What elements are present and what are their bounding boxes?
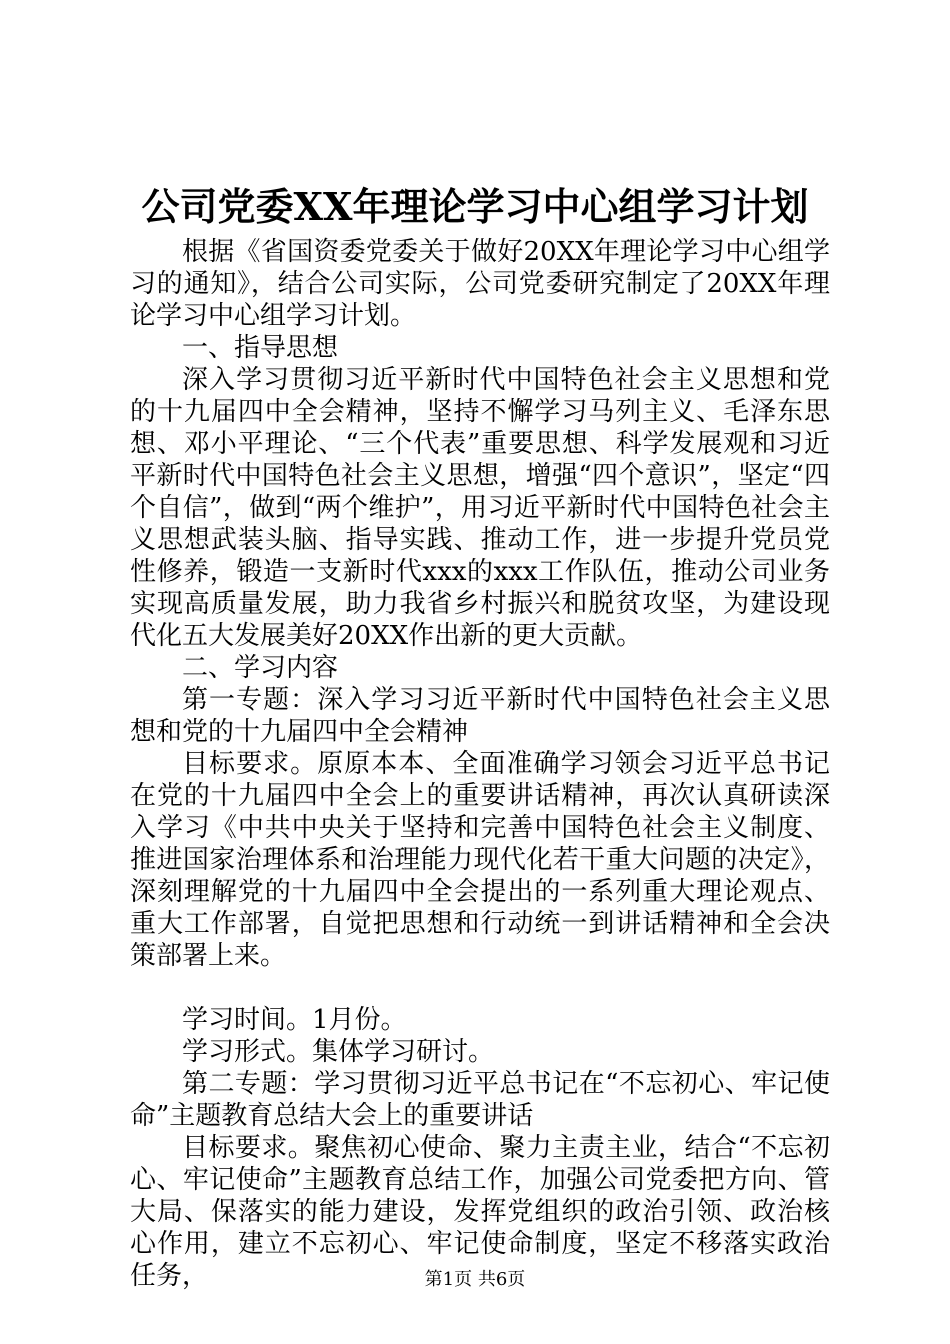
topic-one-format: 学习形式。集体学习研讨。 bbox=[182, 1037, 495, 1067]
topic-one-heading: 第一专题：深入学习习近平新时代中国特色社会主义思想和党的十九届四中全会精神 bbox=[130, 685, 830, 747]
intro-paragraph: 根据《省国资委党委关于做好20XX年理论学习中心组学习的通知》，结合公司实际，公司党委研究制定了20XX年理论学习中心组学习计划。 bbox=[130, 237, 830, 331]
topic-one-goals: 目标要求。原原本本、全面准确学习领会习近平总书记在党的十九届四中全会上的重要讲话精神，再次认真研读深入学习《中共中央关于坚持和完善中国特色社会主义制度、推进国家治理体系和治理能力现代化若干重大问题的决定》，深刻理解党的十九届四中全会提出的一系列重大理论观点、重大工作部署，自觉把思想和行动统一到讲话精神和全会决策部署上来。 bbox=[130, 749, 830, 971]
guiding-ideology-paragraph: 深入学习贯彻习近平新时代中国特色社会主义思想和党的十九届四中全会精神，坚持不懈学习马列主义、毛泽东思想、邓小平理论、“三个代表”重要思想、科学发展观和习近平新时代中国特色社会主义思想，增强“四个意识”，坚定“四个自信”，做到“两个维护”，用习近平新时代中国特色社会主义思想武装头脑、指导实践、推动工作，进一步提升党员党性修养，锻造一支新时代xxx的xxx工作队伍，推动公司业务实现高质量发展，助力我省乡村振兴和脱贫攻坚，为建设现代化五大发展美好20XX作出新的更大贡献。 bbox=[130, 365, 830, 651]
topic-two-goals: 目标要求。聚焦初心使命、聚力主责主业，结合“不忘初心、牢记使命”主题教育总结工作，加强公司党委把方向、管大局、保落实的能力建设，发挥党组织的政治引领、政治核心作用，建立不忘初心、牢记使命制度，坚定不移落实政治任务， bbox=[130, 1133, 830, 1291]
page-number-footer: 第1页 共6页 bbox=[424, 1269, 526, 1290]
document-body bbox=[130, 236, 830, 1292]
topic-one-time: 学习时间。1月份。 bbox=[182, 1005, 407, 1035]
section-heading-study-content: 二、学习内容 bbox=[182, 653, 339, 683]
document-title: 公司党委XX年理论学习中心组学习计划 bbox=[141, 184, 809, 229]
section-heading-guiding-ideology: 一、指导思想 bbox=[182, 333, 339, 363]
topic-two-heading: 第二专题：学习贯彻习近平总书记在“不忘初心、牢记使命”主题教育总结大会上的重要讲话 bbox=[130, 1069, 830, 1131]
